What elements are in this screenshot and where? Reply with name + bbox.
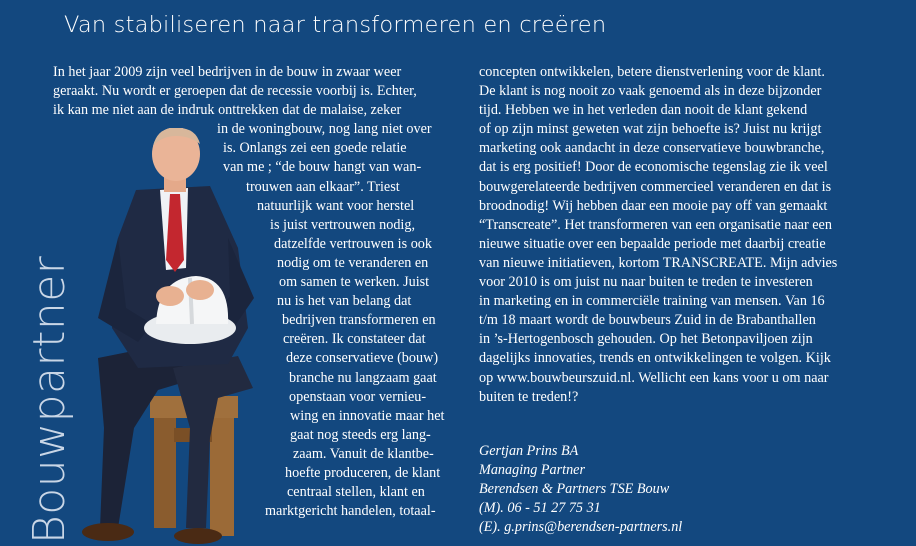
text-line: om samen te werken. Juist [279, 274, 430, 291]
text-line: dagelijks innovaties, trends en ontwikkelingen te volgen. Kijk [479, 350, 831, 367]
text-line: buiten te treden!? [479, 388, 579, 405]
text-line: deze conservatieve (bouw) [286, 350, 439, 367]
text-line: nieuwe situatie over een bepaalde periode met daarbij creatie [479, 235, 826, 252]
text-line: natuurlijk want voor herstel [257, 197, 415, 214]
signature-role: Managing Partner [479, 462, 586, 479]
shoe-right [174, 528, 222, 544]
text-line: voor 2010 is om juist nu naar buiten te treden te investeren [479, 274, 813, 291]
article-title: Van stabiliseren naar transformeren en creëren [64, 12, 607, 38]
text-line: concepten ontwikkelen, betere dienstverlening voor de klant. [479, 64, 825, 80]
text-line: creëren. Ik constateer dat [283, 331, 426, 348]
text-line: zaam. Vanuit de klantbe- [293, 445, 434, 462]
text-line: hoefte produceren, de klant [285, 464, 441, 481]
text-line: “Transcreate”. Het transformeren van een organisatie naar een [479, 216, 832, 233]
signature-company: Berendsen & Partners TSE Bouw [479, 481, 670, 498]
text-line: wing en innovatie maar het [290, 407, 445, 424]
side-label: Bouwpartner [24, 255, 75, 544]
text-line: tijd. Hebben we in het verleden dan nooit de klant gekend [479, 102, 808, 119]
text-line: nodig om te veranderen en [277, 254, 429, 271]
signature-phone: (M). 06 - 51 27 75 31 [479, 500, 601, 517]
text-line: broodnodig! Wij hebben daar een mooie pay off van gemaakt [479, 197, 828, 214]
text-line: centraal stellen, klant en [287, 484, 425, 501]
column-right [479, 63, 909, 407]
text-line: is juist vertrouwen nodig, [270, 216, 416, 233]
text-line: bouwgerelateerde bedrijven commercieel veranderen en dat is [479, 178, 832, 195]
text-line: is. Onlangs zei een goede relatie [223, 140, 407, 157]
signature-block [479, 442, 682, 537]
text-line: t/m 18 maart wordt de bouwbeurs Zuid in de Brabanthallen [479, 312, 816, 329]
shoe-left [82, 523, 134, 541]
text-line: op www.bouwbeurszuid.nl. Wellicht een kans voor u om naar [479, 369, 829, 386]
text-line: marketing ook aandacht in deze conservatieve bouwbranche, [479, 140, 825, 157]
text-line: trouwen aan elkaar”. Triest [246, 178, 400, 195]
text-line: van me ; “de bouw hangt van wan- [223, 159, 422, 176]
signature-email: (E). g.prins@berendsen-partners.nl [479, 519, 683, 536]
text-line: In het jaar 2009 zijn veel bedrijven in de bouw in zwaar weer [53, 64, 402, 80]
text-line: De klant is nog nooit zo vaak genoemd als in deze bijzonder [479, 83, 822, 100]
text-line: branche nu langzaam gaat [289, 369, 437, 386]
text-line: bedrijven transformeren en [282, 312, 436, 329]
text-line: geraakt. Nu wordt er geroepen dat de recessie voorbij is. Echter, [53, 83, 417, 100]
text-line: nu is het van belang dat [277, 293, 412, 310]
text-line: gaat nog steeds erg lang- [290, 426, 431, 443]
text-line: van nieuwe initiatieven, kortom TRANSCREATE. Mijn advies [479, 254, 838, 271]
text-line: datzelfde vertrouwen is ook [274, 235, 432, 252]
text-line: openstaan voor vernieu- [289, 388, 427, 405]
text-line: in de woningbouw, nog lang niet over [217, 121, 432, 138]
signature-name: Gertjan Prins BA [479, 443, 579, 459]
text-line: in ’s-Hertogenbosch gehouden. Op het Betonpaviljoen zijn [479, 331, 813, 348]
text-line: in marketing en in commerciële training van mensen. Van 16 [479, 293, 825, 310]
text-line: of op zijn minst geweten wat zijn behoefte is? Juist nu krijgt [479, 121, 822, 138]
text-line: marktgericht handelen, totaal- [265, 503, 436, 520]
column-left [53, 63, 473, 521]
text-line: dat is erg positief! Door de economische tegenslag zie ik veel [479, 159, 828, 176]
text-line: ik kan me niet aan de indruk onttrekken dat de malaise, zeker [53, 102, 402, 119]
